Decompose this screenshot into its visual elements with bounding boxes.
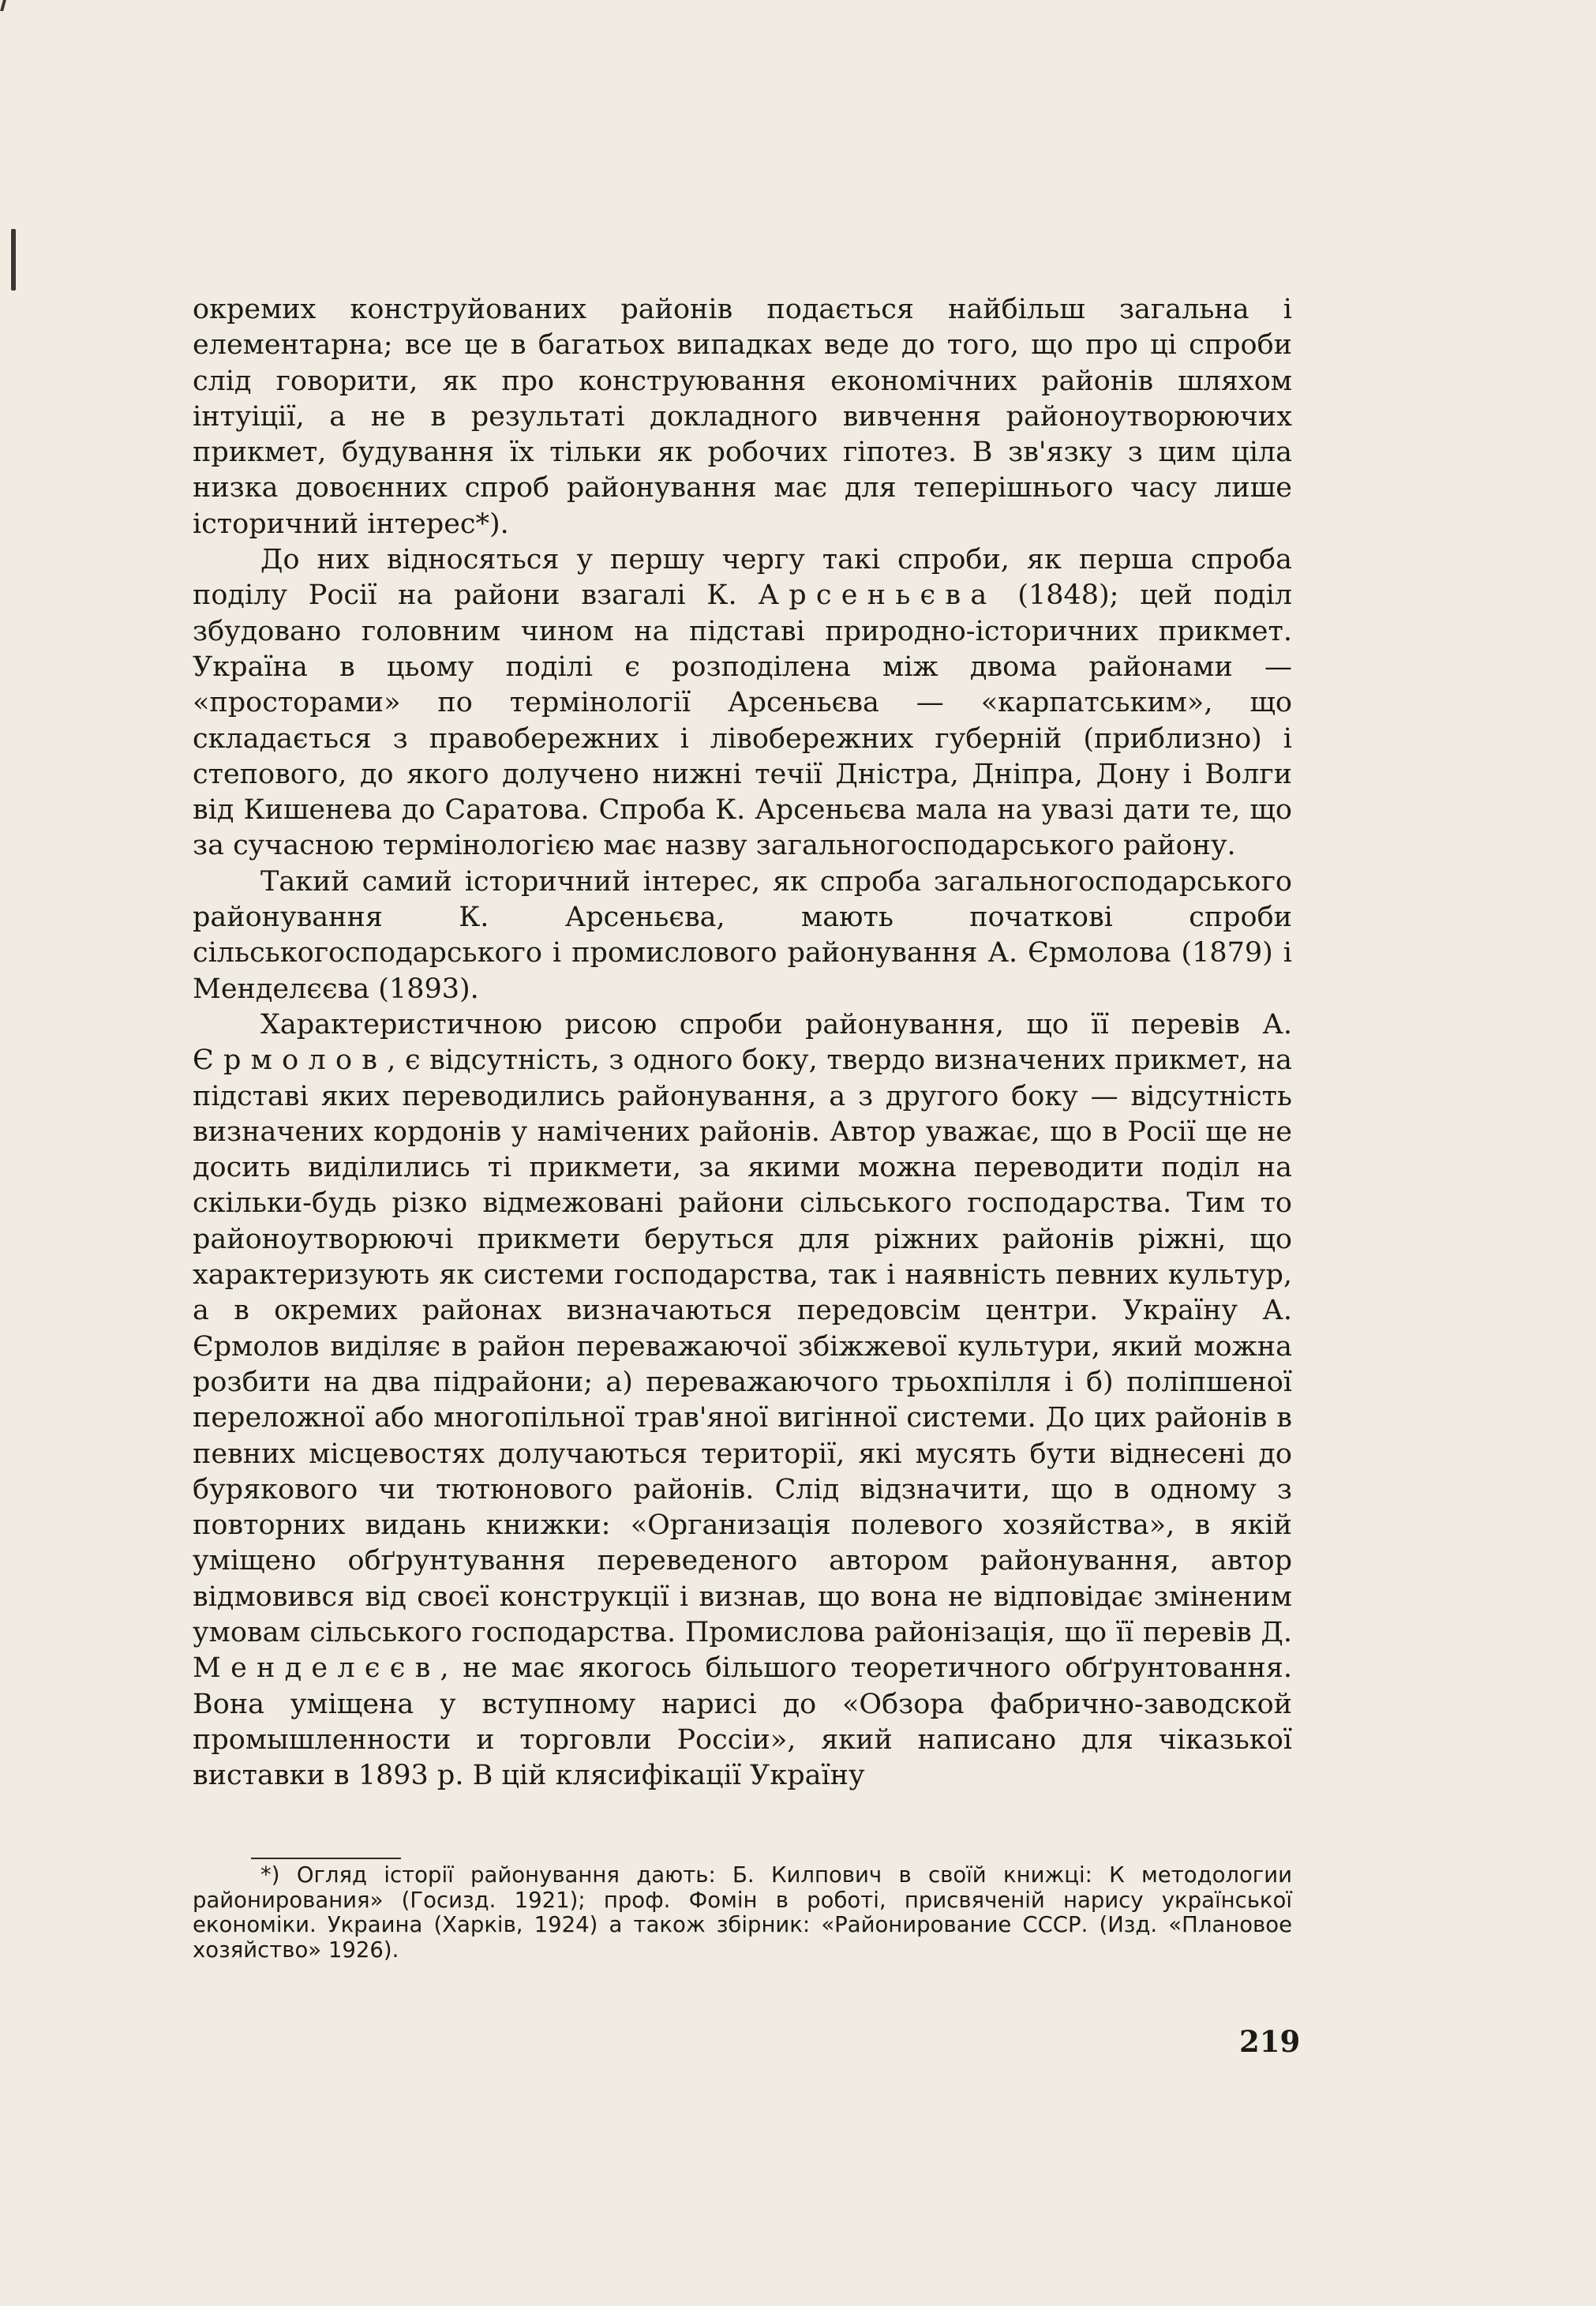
binding-edge-mark xyxy=(11,229,16,291)
corner-scan-mark xyxy=(0,0,13,11)
main-text xyxy=(193,292,1292,1794)
spaced-name-yermolov: Єрмолов xyxy=(193,1044,388,1077)
spaced-name-arsenyev: Арсеньєва xyxy=(758,579,997,612)
spaced-name-mendeleev: Менделєєв xyxy=(193,1652,440,1685)
footnote: *) Огляд історії районування дають: Б. Килпович в своїй книжці: К методологии районирования» (Госизд. 1921); проф. Фомін в роботі, присвяченій нарису української економіки. Украина (Харків, 1924) а також збірник: «Районирование СССР. (Изд. «Плановое хозяйство» 1926). xyxy=(193,1862,1292,1963)
paragraph-4-text-b: , є відсутність, з одного боку, твердо визначених прикмет, на підставі яких переводились районування, а з другого боку — відсутність визначених кордонів у намічених районів. Автор уважає, що в Росії ще не досить виділились ті прикмети, за якими можна переводити поділ на скільки-будь різко відмежовані райони сільського господарства. Тим то районоутворюючі прикмети беруться для ріжних районів ріжні, що характеризують як системи господарства, так і наявність певних культур, а в окремих районах визначаються передовсім центри. Україну А. Єрмолов виділяє в район переважаючої збіжжевої культури, який можна розбити на два підрайони; а) переважаючого трьохпілля і б) поліпшеної переложної або многопільної трав'яної вигінної системи. До цих районів в певних місцевостях долучаються території, які мусять бути віднесені до бурякового чи тютюнового районів. Слід відзначити, що в одному з повторних видань книжки: «Организація полевого хозяйства», в якій уміщено обґрунтування переведеного автором районування, автор відмовився від своєї конструкції і визнав, що вона не відповідає зміненим умовам сільського господарства. Промислова районізація, що її перевів Д. xyxy=(193,1044,1292,1648)
paragraph-4-text-c: , не має якогось більшого теоретичного обґрунтовання. Вона уміщена у вступному нарисі до «Обзора фабрично-заводской промышленности и торговли Россіи», який написано для чіказької виставки в 1893 р. В цій клясифікації Україну xyxy=(193,1652,1292,1792)
paragraph-2 xyxy=(193,542,1292,864)
paragraph-4 xyxy=(193,1007,1292,1794)
paragraph-2-text-a: До них відносяться у першу чергу такі спроби, як перша спроба поділу Росії на райони взагалі К. xyxy=(193,544,1292,612)
paragraph-2-text-b: (1848); цей поділ збудовано головним чином на підставі природно-історичних прикмет. Україна в цьому поділі є розподілена між двома районами — «просторами» по термінології Арсеньєва — «карпатським», що складається з правобережних і лівобережних губерній (приблизно) і степового, до якого долучено нижні течії Дністра, Дніпра, Дону і Волги від Кишенева до Саратова. Спроба К. Арсеньєва мала на увазі дати те, що за сучасною термінологією має назву загальногосподарського району. xyxy=(193,579,1292,862)
paragraph-1: окремих конструйованих районів подається найбільш загальна і елементарна; все це в багатьох випадках веде до того, що про ці спроби слід говорити, як про конструювання економічних районів шляхом інтуіції, а не в результаті докладного вивчення районоутворюючих прикмет, будування їх тільки як робочих гіпотез. В зв'язку з цим ціла низка довоєнних спроб районування має для теперішнього часу лише історичний інтерес*). xyxy=(193,294,1292,540)
page-number: 219 xyxy=(1239,2024,1301,2059)
footnote-divider xyxy=(251,1858,401,1859)
paragraph-4-text-a: Характеристичною рисою спроби районування, що її перевів А. xyxy=(260,1008,1292,1041)
paragraph-3: Такий самий історичний інтерес, як спроба загальногосподарського районування К. Арсеньєва, мають початкові спроби сільськогосподарського і промислового районування А. Єрмолова (1879) і Менделєєва (1893). xyxy=(193,865,1292,1005)
